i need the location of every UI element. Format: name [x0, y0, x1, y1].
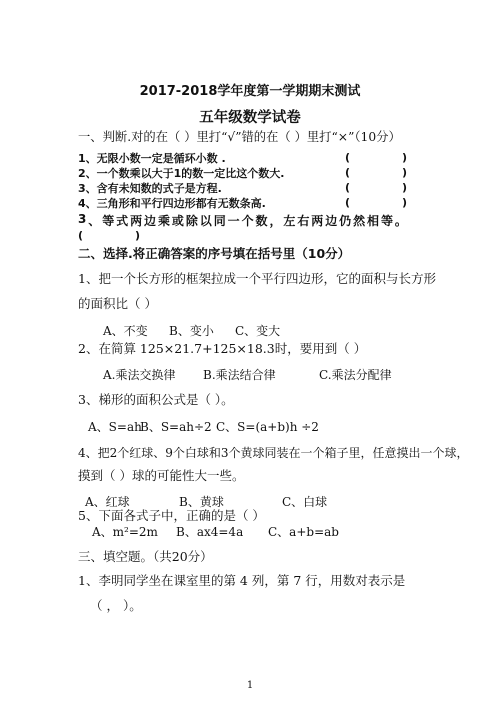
option-a[interactable]: A、不变: [103, 324, 148, 338]
exam-title: 2017-2018学年度第一学期期末测试: [139, 84, 361, 99]
judge-item-2: 2、一个数乘以大于1的数一定比这个数大.: [78, 167, 285, 180]
section3-heading: 三、填空题。（共20分）: [78, 549, 213, 564]
section1-heading: 一、判断.对的在（ ）里打“√”错的在（ ）里打“×”（10分）: [78, 130, 401, 144]
answer-paren-5[interactable]: ( ): [78, 229, 140, 242]
exam-subtitle: 五年级数学试卷: [199, 110, 301, 126]
judge-item-4: 4、三角形和平行四边形都有无数条高.: [78, 197, 266, 210]
option-a[interactable]: A、S=ah: [88, 420, 142, 434]
choice-q1-line1: 1、把一个长方形的框架拉成一个平行四边形，它的面积与长方形: [78, 271, 436, 286]
option-c[interactable]: C、白球: [282, 495, 328, 509]
option-c[interactable]: C.乘法分配律: [319, 368, 392, 382]
choice-q1-line2: 的面积比（ ）: [78, 296, 157, 311]
option-b[interactable]: B、ax4=4a: [176, 525, 244, 539]
answer-paren-3[interactable]: ( ): [345, 181, 407, 194]
fill-q1-line2[interactable]: （ ， ）。: [90, 598, 142, 613]
choice-q4-line2: 摸到（ ）球的可能性大一些。: [78, 468, 245, 483]
option-b[interactable]: B.乘法结合律: [203, 368, 276, 382]
judge-item-1: 1、无限小数一定是循环小数 .: [78, 152, 226, 165]
choice-q5-options: [92, 523, 339, 540]
option-a[interactable]: A.乘法交换律: [103, 368, 176, 382]
answer-paren-4[interactable]: ( ): [345, 196, 407, 209]
option-a[interactable]: A、m²=2m: [92, 525, 158, 539]
option-c[interactable]: C、a+b=ab: [268, 525, 339, 539]
choice-q3-options: [88, 418, 319, 435]
choice-q1-options: [103, 322, 280, 339]
option-a[interactable]: A、红球: [85, 495, 130, 509]
section2-heading: 二、选择.将正确答案的序号填在括号里（10分）: [78, 246, 351, 261]
choice-q5: 5、下面各式子中，正确的是（ ）: [78, 508, 265, 523]
choice-q3: 3、梯形的面积公式是（ ）。: [78, 392, 234, 407]
answer-paren-2[interactable]: ( ): [345, 166, 407, 179]
judge-item-3: 3、含有未知数的式子是方程.: [78, 182, 222, 195]
fill-q1-line1: 1、李明同学坐在课室里的第 4 列，第 7 行，用数对表示是: [78, 573, 406, 588]
page-number: 1: [246, 680, 254, 691]
choice-q2-options: [103, 366, 392, 383]
option-b[interactable]: B、黄球: [179, 495, 224, 509]
choice-q2: 2、在简算 125×21.7+125×18.3时，要用到（ ）: [78, 341, 367, 356]
judge-item-5: 3 、 等 式 两 边 乘 或 除 以 同 一 个 数 ， 左 右 两 边 仍 然 相 等 。: [78, 212, 407, 228]
option-b[interactable]: B、变小: [169, 324, 214, 338]
choice-q4-line1: 4、把2个红球、9个白球和3个黄球同装在一个箱子里，任意摸出一个球，: [78, 446, 469, 460]
option-c[interactable]: C、变大: [235, 324, 281, 338]
answer-paren-1[interactable]: ( ): [345, 151, 407, 164]
option-c[interactable]: C、S=(a+b)h ÷2: [216, 420, 319, 434]
option-b[interactable]: B、S=ah÷2: [140, 420, 212, 434]
